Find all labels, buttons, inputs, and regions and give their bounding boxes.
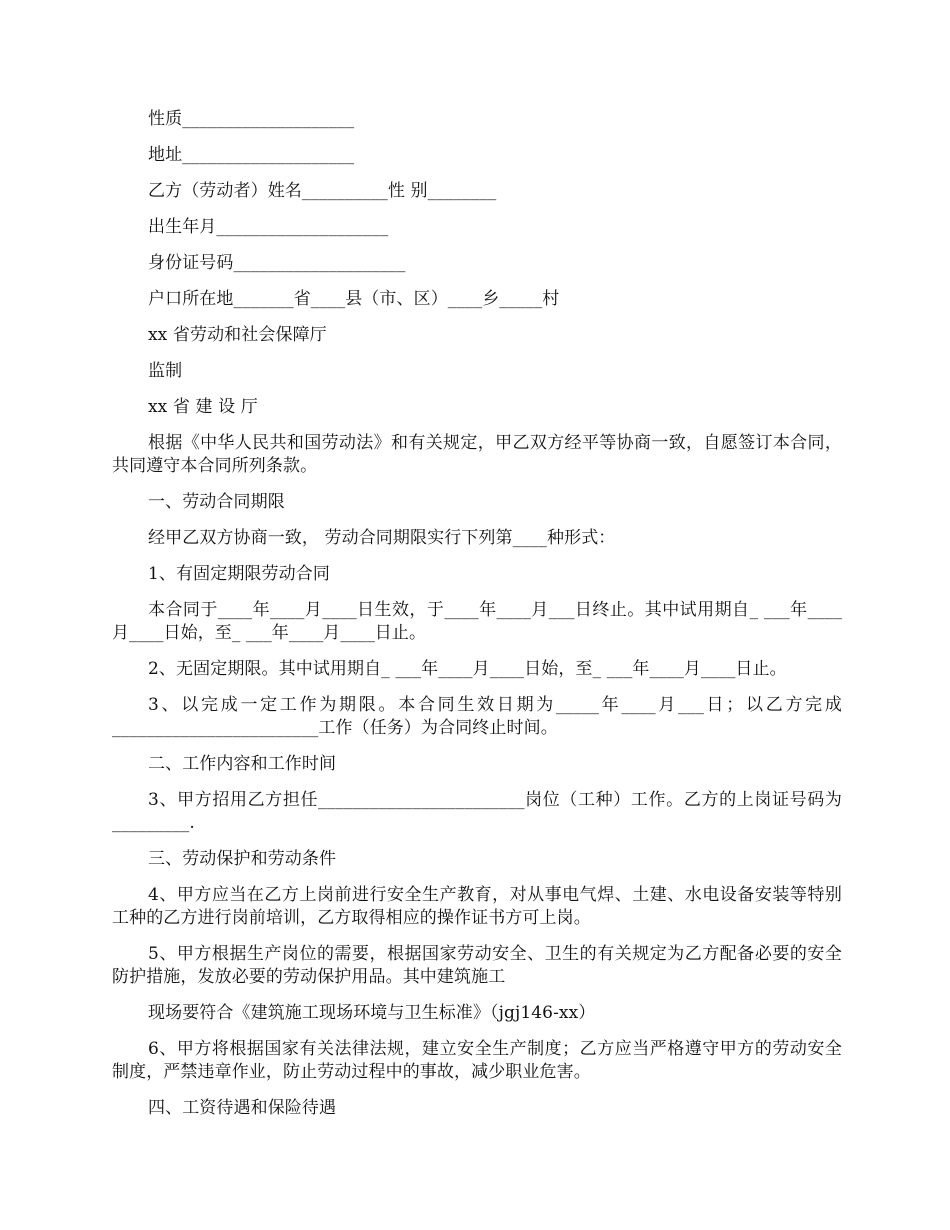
clause-safety-training: 4、甲方应当在乙方上岗前进行安全生产教育，对从事电气焊、土建、水电设备安装等特别工种的乙方进行岗前培训，乙方取得相应的操作证书方可上岗。 bbox=[112, 885, 842, 928]
fixed-term-dates-paragraph: 本合同于____年____月____日生效，于____年____月___日终止。其中试用期自_ ___年____月____日始，至_ ___年____月____日止。 bbox=[112, 600, 842, 643]
section-heading-work-content: 二、工作内容和工作时间 bbox=[148, 754, 337, 774]
issuer-labor-department: xx 省劳动和社会保障厅 bbox=[148, 325, 327, 345]
clause-site-standard: 现场要符合《建筑施工现场环境与卫生标准》（jgj146-xx） bbox=[148, 1003, 596, 1023]
field-household-registration: 户口所在地_______省____县（市、区）____乡_____村 bbox=[148, 289, 560, 309]
document-body bbox=[112, 108, 842, 1133]
field-id-number: 身份证号码____________________ bbox=[148, 253, 406, 273]
clause-position: 3、甲方招用乙方担任________________________岗位（工种）工作。乙方的上岗证号码为_________. bbox=[112, 790, 842, 833]
field-address: 地址____________________ bbox=[148, 145, 355, 165]
section-heading-term: 一、劳动合同期限 bbox=[148, 492, 285, 512]
issuer-construction-department: xx 省 建 设 厅 bbox=[148, 397, 258, 417]
clause-safety-system: 6、甲方将根据国家有关法律法规，建立安全生产制度；乙方应当严格遵守甲方的劳动安全制度，严禁违章作业，防止劳动过程中的事故，减少职业危害。 bbox=[112, 1039, 842, 1082]
field-birth-date: 出生年月____________________ bbox=[148, 217, 389, 237]
issuer-supervision: 监制 bbox=[148, 361, 183, 381]
field-nature: 性质____________________ bbox=[148, 109, 355, 129]
clause-protective-equipment: 5、甲方根据生产岗位的需要，根据国家劳动安全、卫生的有关规定为乙方配备必要的安全防护措施，发放必要的劳动保护用品。其中建筑施工 bbox=[112, 944, 842, 987]
clause-open-ended-term: 2、无固定期限。其中试用期自_ ___年____月____日始，至_ ___年____月____日止。 bbox=[148, 659, 787, 679]
clause-task-based-term: 3、以完成一定工作为期限。本合同生效日期为_____年____月___日；以乙方完成________________________工作（任务）为合同终止时间。 bbox=[112, 695, 842, 738]
clause-fixed-term: 1、有固定期限劳动合同 bbox=[148, 564, 330, 584]
term-form-paragraph: 经甲乙双方协商一致， 劳动合同期限实行下列第____种形式： bbox=[148, 528, 616, 548]
field-party-b-name-gender: 乙方（劳动者）姓名__________性 别________ bbox=[148, 181, 497, 201]
section-heading-labor-protection: 三、劳动保护和劳动条件 bbox=[148, 849, 337, 869]
section-heading-wages-insurance: 四、工资待遇和保险待遇 bbox=[148, 1098, 337, 1118]
preamble-paragraph: 根据《中华人民共和国劳动法》和有关规定，甲乙双方经平等协商一致，自愿签订本合同，共同遵守本合同所列条款。 bbox=[112, 433, 842, 476]
